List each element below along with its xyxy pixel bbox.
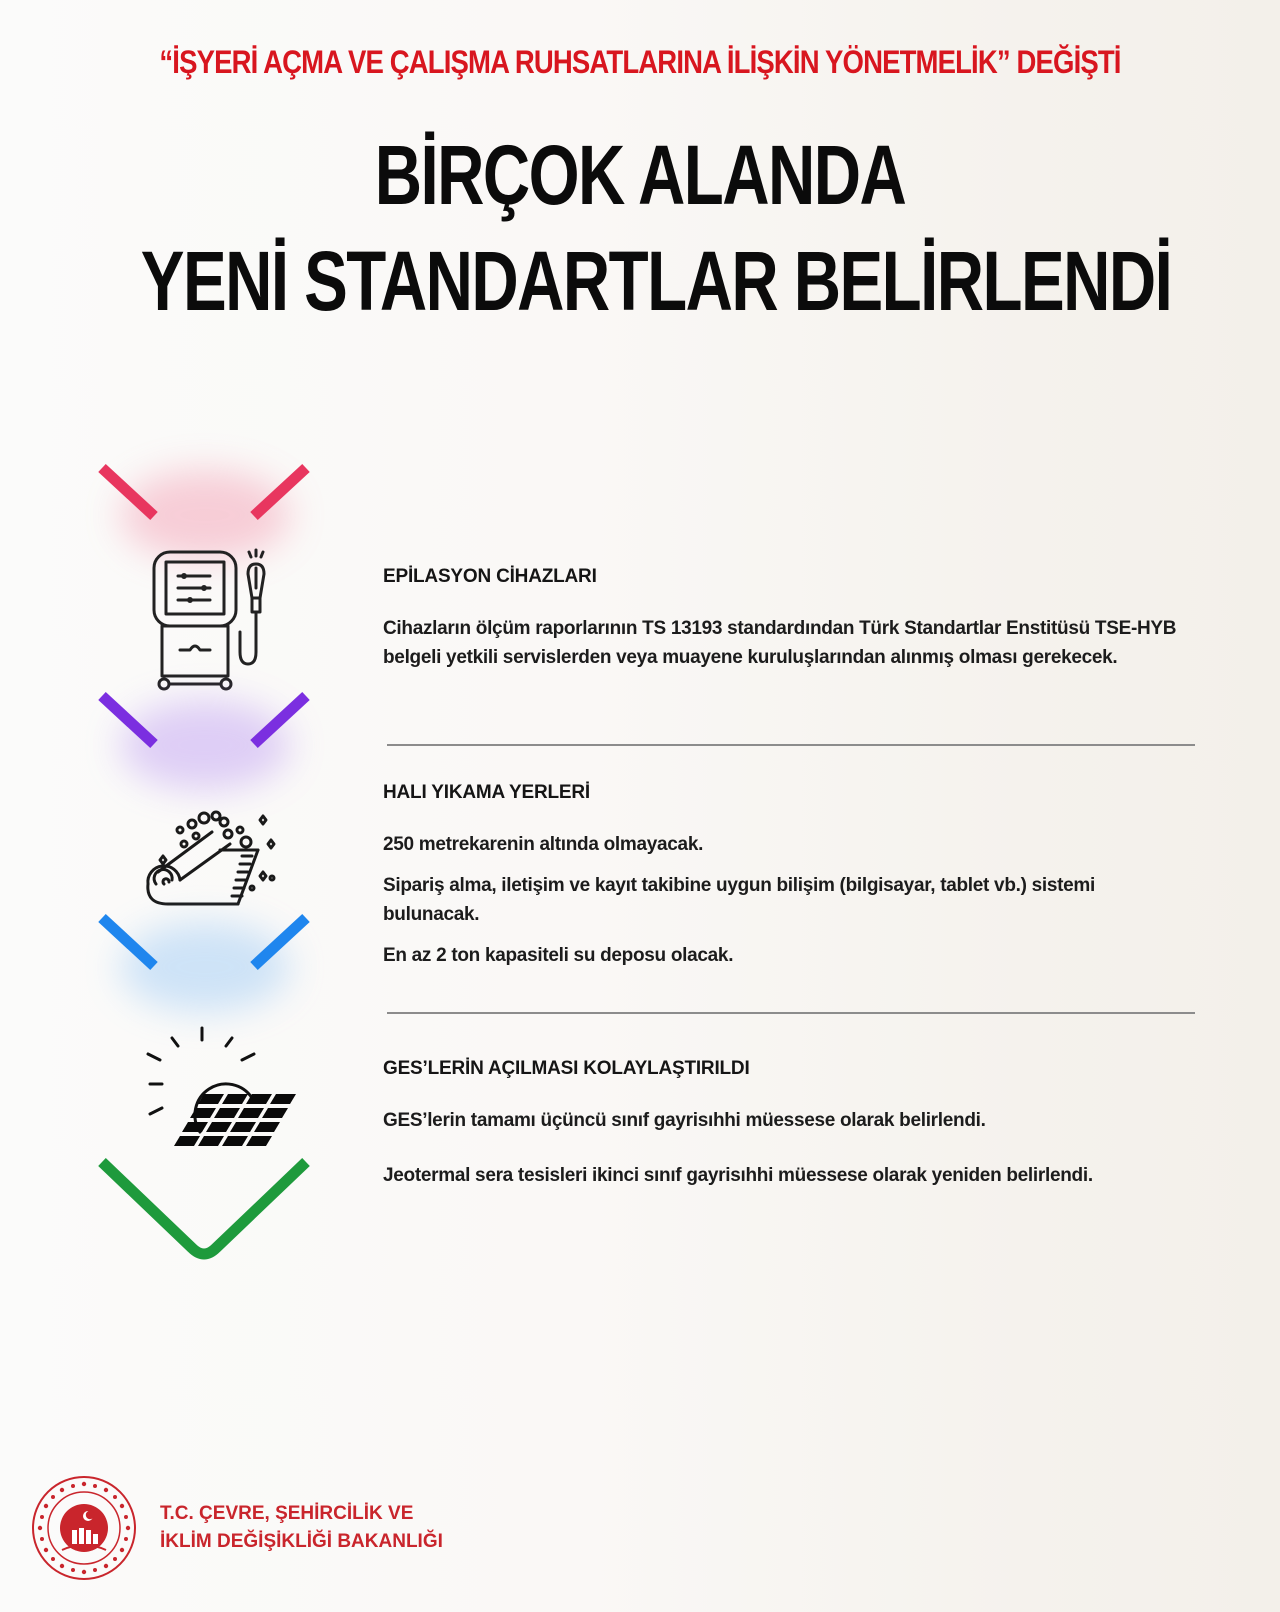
section-solar: [383, 1058, 1183, 1202]
solar-panel-icon: [120, 1010, 300, 1170]
page-title: [140, 122, 1172, 334]
section-title: HALI YIKAMA YERLERİ: [383, 782, 590, 803]
section-paragraph: 250 metrekarenin altında olmayacak.: [383, 834, 704, 855]
green-check-chevron-icon: [96, 1156, 312, 1268]
section-paragraph: Cihazların ölçüm raporlarının TS 13193 standardından Türk Standartlar Enstitüsü TSE-HYB belgeli yetkili servislerden veya muayene kuruluşlarından alınmış olması gerekecek.: [383, 618, 1177, 668]
epilation-device-icon: [120, 538, 300, 698]
section-title: EPİLASYON CİHAZLARI: [383, 566, 597, 587]
section-paragraph: Jeotermal sera tesisleri ikinci sınıf gayrisıhhi müessese olarak yeniden belirlendi.: [383, 1165, 1093, 1186]
ministry-name-line-1: T.C. ÇEVRE, ŞEHİRCİLİK VE: [160, 1503, 414, 1524]
section-carpet-washing: [383, 782, 1183, 982]
section-title: GES’LERİN AÇILMASI KOLAYLAŞTIRILDI: [383, 1058, 750, 1079]
section-divider: [387, 744, 1195, 746]
header-subtitle: “İŞYERİ AÇMA VE ÇALIŞMA RUHSATLARINA İLİŞKİN YÖNETMELİK” DEĞİŞTİ: [159, 44, 1121, 80]
ministry-seal-icon: [30, 1474, 138, 1582]
page-title-line-1: BİRÇOK ALANDA: [374, 128, 906, 222]
ministry-name: [160, 1500, 443, 1556]
ministry-name-line-2: İKLİM DEĞİŞİKLİĞİ BAKANLIĞI: [160, 1531, 443, 1552]
section-epilation: [383, 566, 1183, 684]
footer-ministry: [30, 1474, 443, 1582]
section-paragraph: GES’lerin tamamı üçüncü sınıf gayrisıhhi müessese olarak belirlendi.: [383, 1110, 986, 1131]
section-paragraph: Sipariş alma, iletişim ve kayıt takibine uygun bilişim (bilgisayar, tablet vb.) sistemi bulunacak.: [383, 875, 1095, 925]
section-paragraph: En az 2 ton kapasiteli su deposu olacak.: [383, 945, 734, 966]
page-title-line-2: YENİ STANDARTLAR BELİRLENDİ: [140, 234, 1172, 328]
section-divider: [387, 1012, 1195, 1014]
